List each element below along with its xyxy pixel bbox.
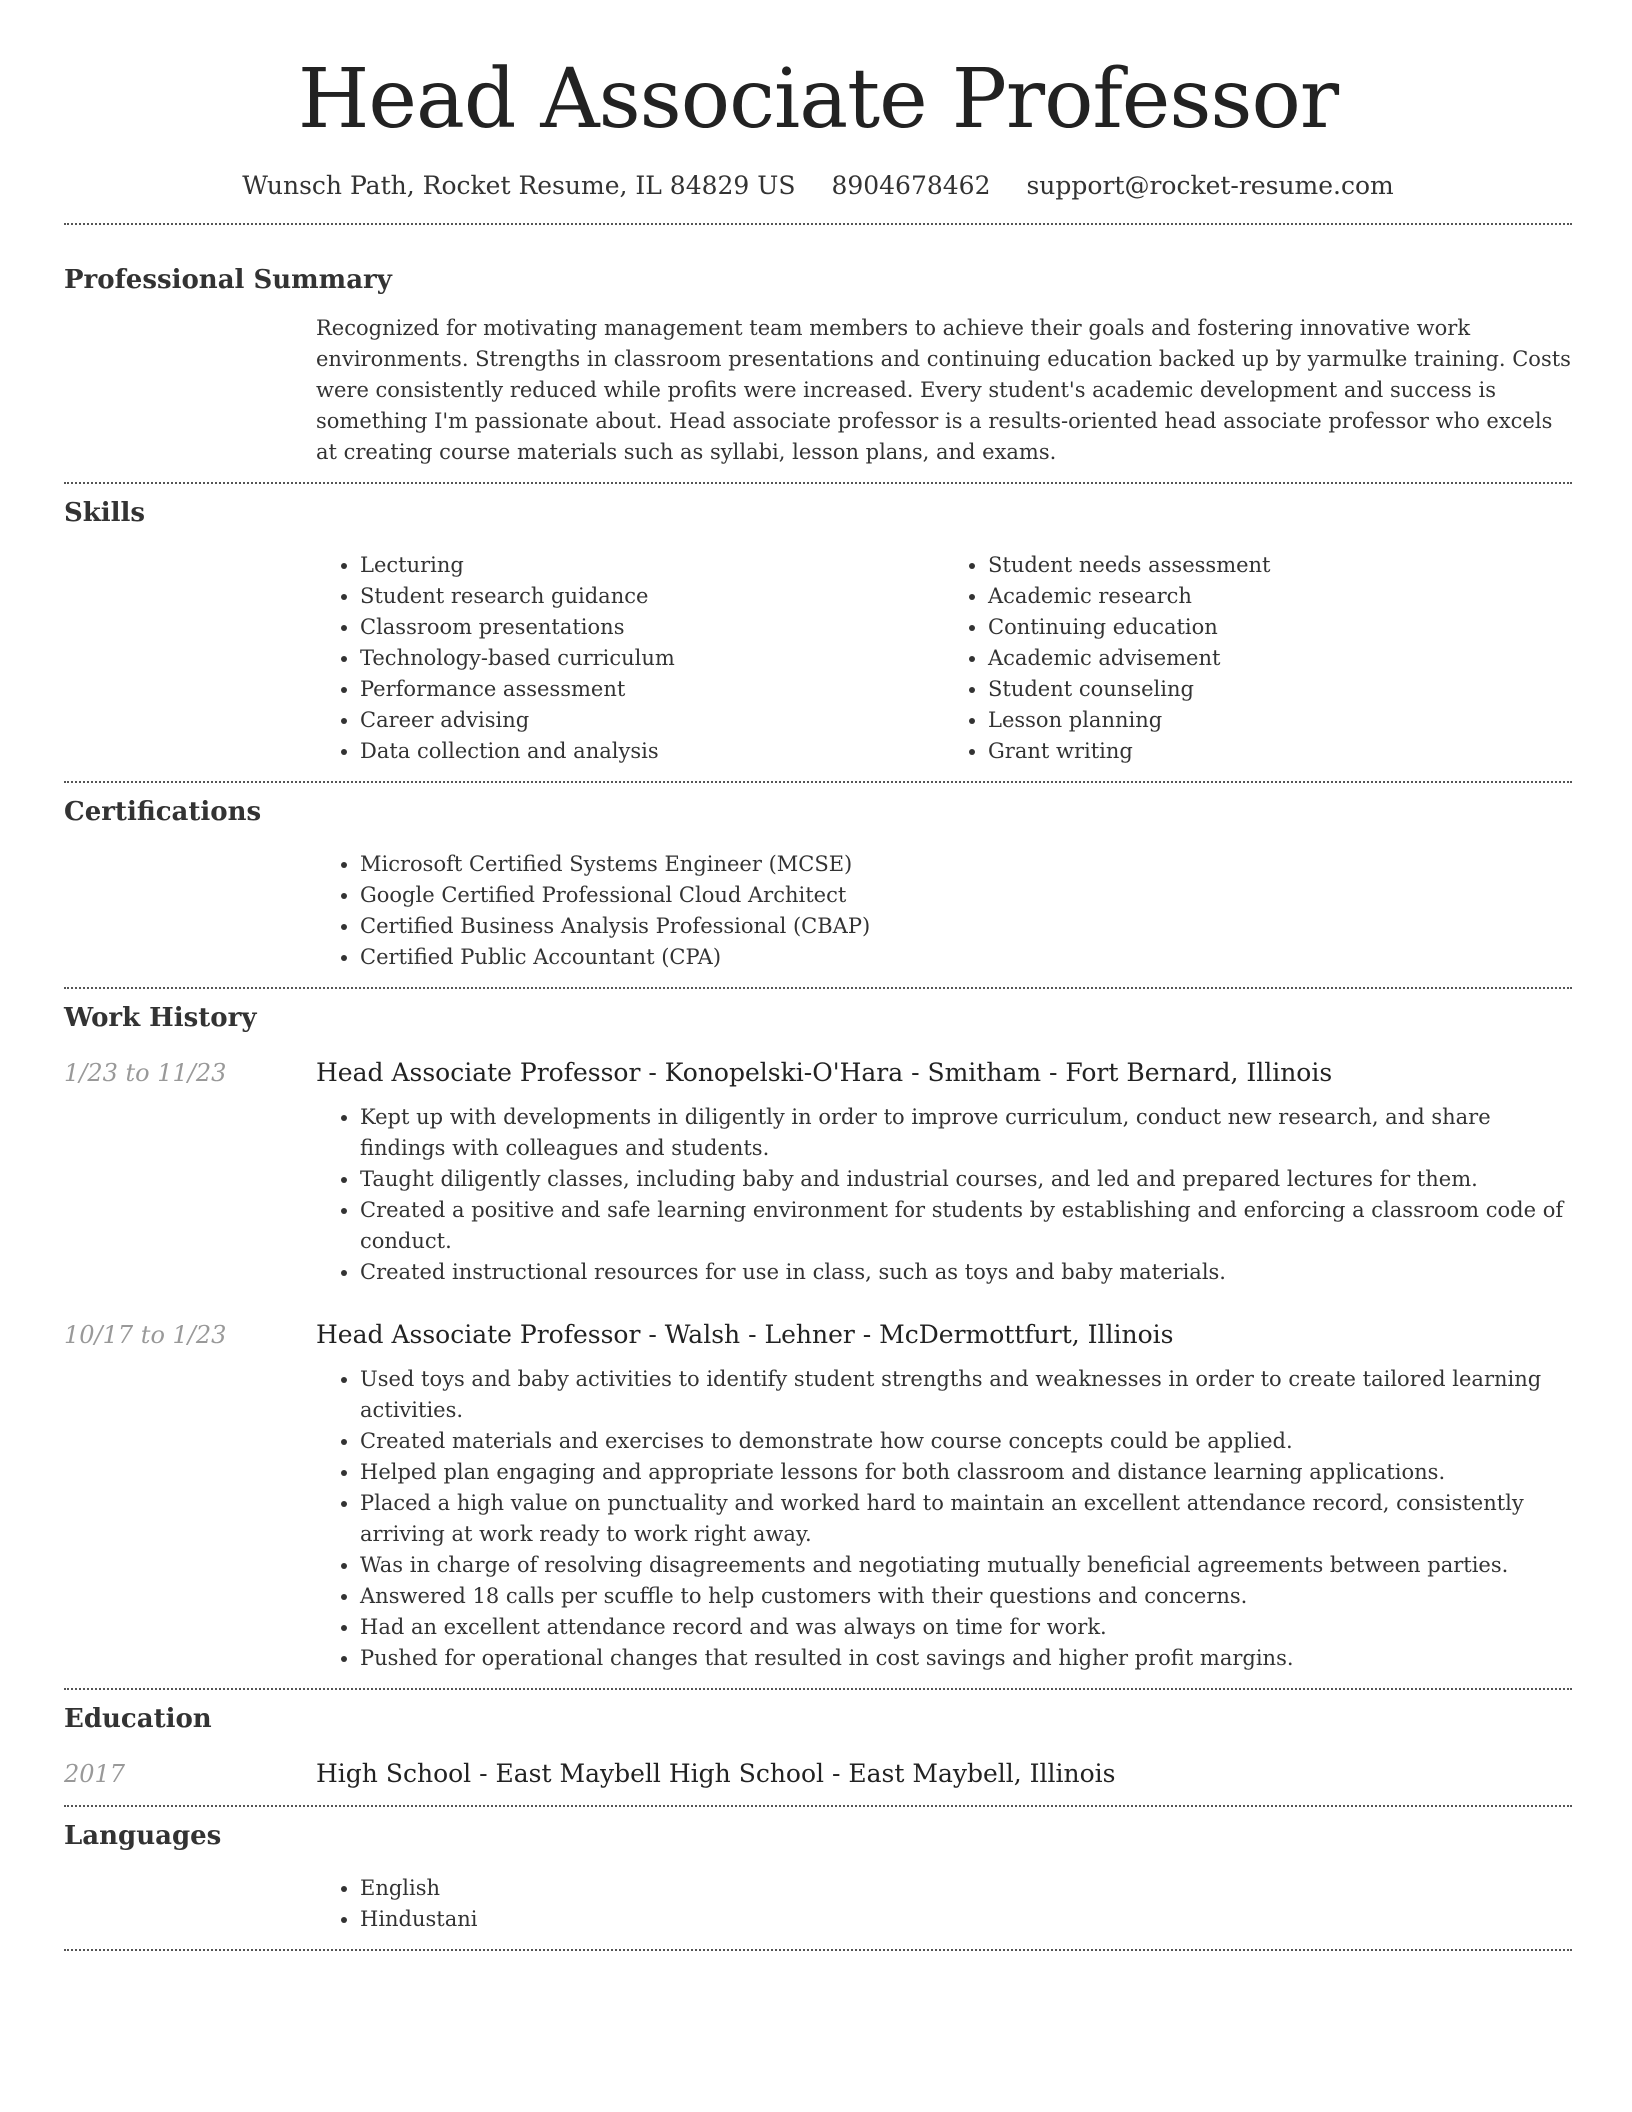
skill-item: • Lecturing <box>360 550 944 581</box>
job-bullet: • Helped plan engaging and appropriate lessons for both classroom and distance learning applications. <box>360 1457 1572 1488</box>
skills-list-left <box>316 550 944 767</box>
education-section <box>64 1701 1572 1791</box>
summary-text: Recognized for motivating management team members to achieve their goals and fostering innovative work environments. Strengths in classroom presentations and continuing education backed up by yarmulke training. Costs were consistently reduced while profits were increased. Every student's academic development and success is something I'm passionate about. Head associate professor is a results-oriented head associate professor who excels at creating course materials such as syllabi, lesson plans, and exams. <box>316 316 1571 464</box>
skills-grid <box>316 550 1572 767</box>
job-bullet: • Created a positive and safe learning environment for students by establishing and enforcing a classroom code of conduct. <box>360 1195 1572 1257</box>
divider <box>64 1688 1572 1690</box>
education-entry <box>64 1757 1572 1791</box>
job-bullets <box>316 1102 1572 1288</box>
skills-list-right <box>944 550 1572 767</box>
skill-item: • Student needs assessment <box>988 550 1572 581</box>
languages-section <box>64 1818 1572 1935</box>
divider <box>64 482 1572 484</box>
job-header <box>64 1318 1572 1352</box>
divider <box>64 1949 1572 1951</box>
certification-item: • Microsoft Certified Systems Engineer (MCSE) <box>360 849 1572 880</box>
contact-email: support@rocket-resume.com <box>1026 171 1394 200</box>
divider <box>64 223 1572 225</box>
job-bullet: • Was in charge of resolving disagreements and negotiating mutually beneficial agreements between parties. <box>360 1550 1572 1581</box>
job-title: Head Associate Professor - Konopelski-O'Hara - Smitham - Fort Bernard, Illinois <box>316 1058 1333 1087</box>
certification-item: • Google Certified Professional Cloud Architect <box>360 880 1572 911</box>
skill-item: • Classroom presentations <box>360 612 944 643</box>
language-item: • Hindustani <box>360 1904 1572 1935</box>
language-item: • English <box>360 1873 1572 1904</box>
work-history-title: Work History <box>64 1003 257 1033</box>
contact-phone: 8904678462 <box>831 171 991 200</box>
job-header <box>64 1056 1572 1090</box>
job-bullet: • Pushed for operational changes that resulted in cost savings and higher profit margins. <box>360 1643 1572 1674</box>
divider <box>64 987 1572 989</box>
skill-item: • Academic advisement <box>988 643 1572 674</box>
certifications-content <box>316 849 1572 973</box>
summary-section <box>64 262 1572 468</box>
job-entry <box>64 1056 1572 1288</box>
job-bullet: • Created instructional resources for use in class, such as toys and baby materials. <box>360 1257 1572 1288</box>
languages-title: Languages <box>64 1821 222 1851</box>
skills-section <box>64 495 1572 767</box>
skill-item: • Performance assessment <box>360 674 944 705</box>
skill-item: • Continuing education <box>988 612 1572 643</box>
certification-item: • Certified Business Analysis Professional (CBAP) <box>360 911 1572 942</box>
job-bullets <box>316 1364 1572 1674</box>
skill-item: • Data collection and analysis <box>360 736 944 767</box>
divider <box>64 1805 1572 1807</box>
skill-item: • Technology-based curriculum <box>360 643 944 674</box>
education-title-line: High School - East Maybell High School - East Maybell, Illinois <box>316 1759 1116 1788</box>
skill-item: • Student research guidance <box>360 581 944 612</box>
job-dates: 1/23 to 11/23 <box>64 1059 227 1087</box>
resume-page <box>64 0 1572 1951</box>
education-year: 2017 <box>64 1760 126 1788</box>
summary-content <box>316 313 1572 468</box>
languages-content <box>316 1873 1572 1935</box>
summary-title: Professional Summary <box>64 265 392 295</box>
work-history-section <box>64 1000 1572 1674</box>
job-bullet: • Created materials and exercises to demonstrate how course concepts could be applied. <box>360 1426 1572 1457</box>
skill-item: • Grant writing <box>988 736 1572 767</box>
job-title: Head Associate Professor - Walsh - Lehner - McDermottfurt, Illinois <box>316 1320 1174 1349</box>
job-bullet: • Had an excellent attendance record and was always on time for work. <box>360 1612 1572 1643</box>
job-bullet: • Placed a high value on punctuality and worked hard to maintain an excellent attendance record, consistently arriving at work ready to work right away. <box>360 1488 1572 1550</box>
certifications-title: Certifications <box>64 797 262 827</box>
skill-item: • Career advising <box>360 705 944 736</box>
job-bullet: • Taught diligently classes, including baby and industrial courses, and led and prepared lectures for them. <box>360 1164 1572 1195</box>
contact-address: Wunsch Path, Rocket Resume, IL 84829 US <box>242 171 796 200</box>
skills-title: Skills <box>64 498 146 528</box>
job-bullet: • Answered 18 calls per scuffle to help customers with their questions and concerns. <box>360 1581 1572 1612</box>
certifications-section <box>64 794 1572 973</box>
job-bullet: • Kept up with developments in diligently in order to improve curriculum, conduct new research, and share findings with colleagues and students. <box>360 1102 1572 1164</box>
skill-item: • Student counseling <box>988 674 1572 705</box>
contact-line <box>64 168 1572 204</box>
education-header <box>64 1757 1572 1791</box>
education-title: Education <box>64 1704 212 1734</box>
certifications-list <box>316 849 1572 973</box>
resume-name: Head Associate Professor <box>297 52 1339 147</box>
skill-item: • Academic research <box>988 581 1572 612</box>
languages-list <box>316 1873 1572 1935</box>
job-entry <box>64 1318 1572 1674</box>
job-dates: 10/17 to 1/23 <box>64 1321 227 1349</box>
skill-item: • Lesson planning <box>988 705 1572 736</box>
job-bullet: • Used toys and baby activities to identify student strengths and weaknesses in order to create tailored learning activities. <box>360 1364 1572 1426</box>
divider <box>64 781 1572 783</box>
certification-item: • Certified Public Accountant (CPA) <box>360 942 1572 973</box>
